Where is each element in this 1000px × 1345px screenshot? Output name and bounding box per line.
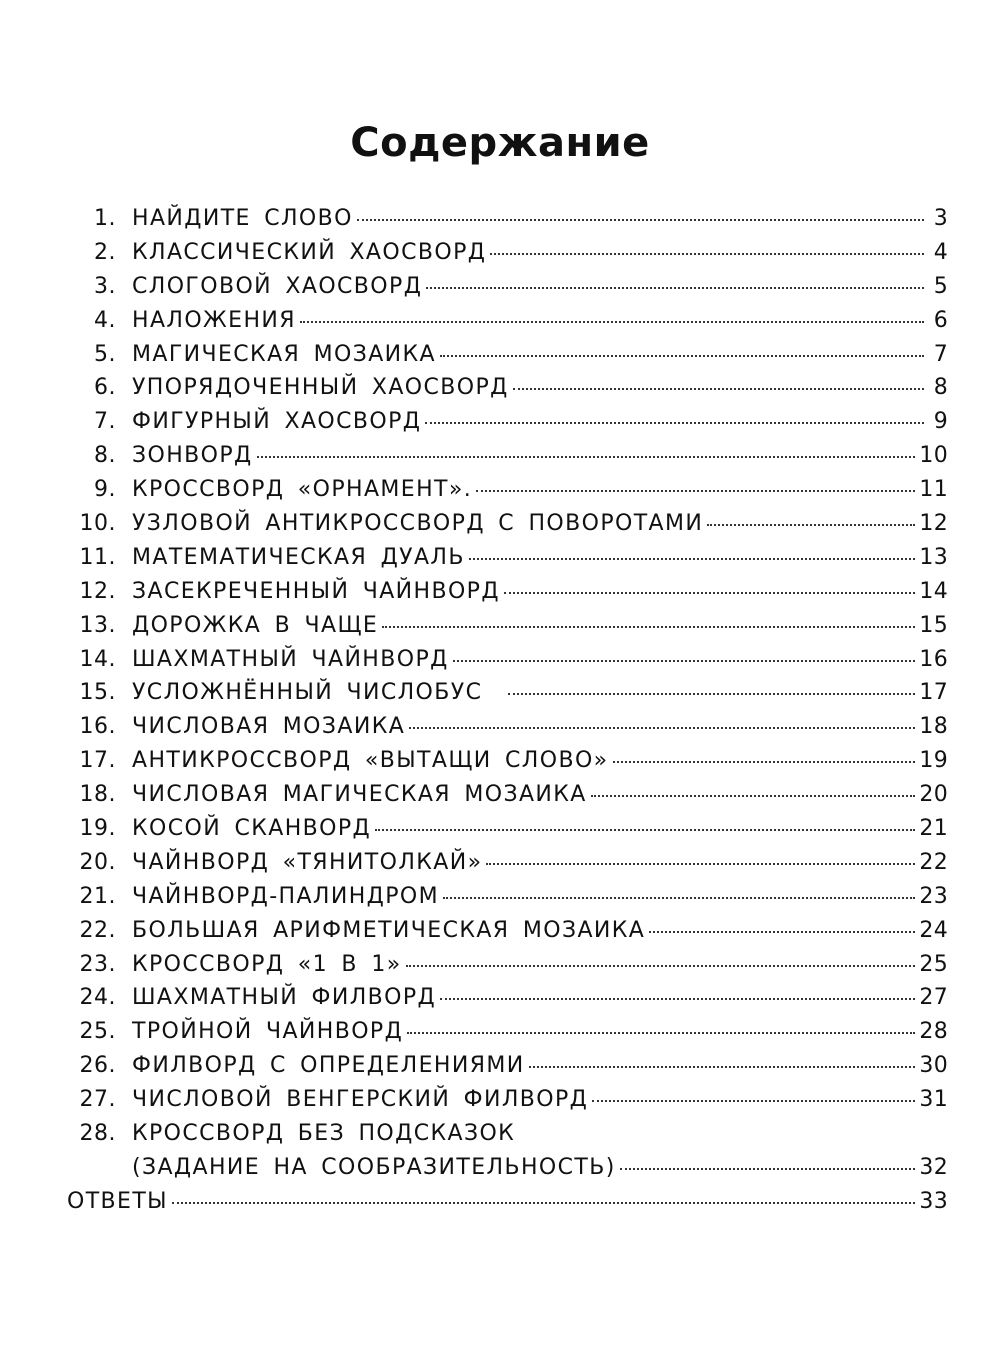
entry-number: 22. — [79, 917, 116, 943]
entry-title: БОЛЬШАЯ АРИФМЕТИЧЕСКАЯ МОЗАИКА — [132, 917, 646, 943]
dot-leader — [172, 1202, 915, 1204]
entry-title: КРОССВОРД «1 В 1» — [132, 951, 402, 977]
entry-number: 20. — [79, 849, 116, 875]
entry-page: 31 — [919, 1087, 948, 1113]
entry-number: 5. — [94, 341, 116, 367]
entry-title: ФИГУРНЫЙ ХАОСВОРД — [132, 409, 422, 435]
entry-page: 11 — [919, 477, 948, 503]
entry-number: 17. — [79, 748, 116, 774]
entry-number: 12. — [79, 578, 116, 604]
entry-title: АНТИКРОССВОРД «ВЫТАЩИ СЛОВО» — [132, 748, 609, 774]
toc-entry[interactable] — [64, 473, 948, 507]
dot-leader — [257, 456, 916, 458]
toc-entry[interactable] — [64, 981, 948, 1015]
entry-page: 5 — [933, 273, 948, 299]
entry-page: 15 — [919, 612, 948, 638]
entry-number: 28. — [79, 1121, 116, 1147]
toc-entry[interactable] — [64, 710, 948, 744]
entry-number: 15. — [79, 680, 116, 706]
entry-title: ДОРОЖКА В ЧАЩЕ — [132, 612, 379, 638]
entry-page: 14 — [919, 578, 948, 604]
toc-entry[interactable] — [64, 609, 948, 643]
entry-page: 30 — [919, 1053, 948, 1079]
entry-page: 16 — [919, 646, 948, 672]
entry-page: 3 — [933, 206, 948, 231]
toc-entry[interactable] — [64, 846, 948, 880]
entry-number: 10. — [79, 511, 116, 537]
dot-leader — [476, 490, 915, 492]
entry-page: 28 — [919, 1019, 948, 1045]
entry-title: СЛОГОВОЙ ХАОСВОРД — [132, 273, 423, 299]
entry-page: 20 — [919, 782, 948, 808]
dot-leader — [490, 253, 924, 255]
entry-number: 14. — [79, 646, 116, 672]
entry-title: УСЛОЖНЁННЫЙ ЧИСЛОБУС — [132, 680, 483, 706]
entry-page: 12 — [919, 511, 948, 537]
toc-entry[interactable] — [64, 1049, 948, 1083]
toc-entry[interactable] — [64, 1015, 948, 1049]
entry-title: ЧИСЛОВОЙ ВЕНГЕРСКИЙ ФИЛВОРД — [132, 1087, 589, 1113]
entry-page: 7 — [933, 341, 948, 367]
entry-title-line2: (ЗАДАНИЕ НА СООБРАЗИТЕЛЬНОСТЬ) — [132, 1154, 616, 1180]
entry-title: КЛАССИЧЕСКИЙ ХАОСВОРД — [132, 239, 487, 265]
entry-number: 21. — [79, 883, 116, 909]
entry-number: 9. — [94, 477, 116, 503]
page-title: Содержание — [350, 120, 650, 166]
dot-leader — [440, 998, 915, 1000]
dot-leader — [620, 1168, 916, 1170]
dot-leader — [591, 795, 916, 797]
entry-title-line1: КРОССВОРД БЕЗ ПОДСКАЗОК — [132, 1121, 516, 1147]
entry-title: ШАХМАТНЫЙ ЧАЙНВОРД — [132, 646, 449, 672]
entry-title: КРОССВОРД «ОРНАМЕНТ». — [132, 477, 473, 503]
entry-number: 3. — [94, 273, 116, 299]
entry-title: ЧАЙНВОРД-ПАЛИНДРОМ — [132, 883, 440, 909]
entry-number: 26. — [79, 1053, 116, 1079]
entry-title: МАТЕМАТИЧЕСКАЯ ДУАЛЬ — [132, 544, 465, 570]
entry-number: 1. — [94, 206, 116, 231]
dot-leader — [469, 558, 916, 560]
entry-title: ШАХМАТНЫЙ ФИЛВОРД — [132, 985, 437, 1011]
dot-leader — [440, 355, 924, 357]
dot-leader — [707, 524, 915, 526]
dot-leader — [375, 829, 915, 831]
entry-page: 23 — [919, 883, 948, 909]
dot-leader — [649, 931, 915, 933]
entry-page: 25 — [919, 951, 948, 977]
toc-entry[interactable] — [64, 304, 948, 338]
dot-leader — [382, 626, 915, 628]
entry-title: ЗАСЕКРЕЧЕННЫЙ ЧАЙНВОРД — [132, 578, 500, 604]
dot-leader — [486, 863, 915, 865]
toc-entry[interactable] — [64, 541, 948, 575]
dot-leader — [300, 321, 924, 323]
toc-entry-multiline[interactable] — [64, 1117, 948, 1151]
entry-page: 24 — [919, 917, 948, 943]
entry-title: ЧИСЛОВАЯ МАГИЧЕСКАЯ МОЗАИКА — [132, 782, 587, 808]
toc-entry[interactable] — [64, 575, 948, 609]
toc-entry[interactable] — [64, 778, 948, 812]
toc-entry[interactable] — [64, 338, 948, 372]
entry-number: 2. — [94, 239, 116, 265]
table-of-contents — [64, 202, 948, 1219]
dot-leader — [508, 693, 915, 695]
dot-leader — [357, 219, 924, 221]
answers-title: ОТВЕТЫ — [67, 1188, 168, 1214]
toc-entry[interactable] — [64, 744, 948, 778]
entry-title: УЗЛОВОЙ АНТИКРОССВОРД С ПОВОРОТАМИ — [132, 511, 704, 537]
toc-entry-continuation[interactable] — [64, 1151, 948, 1185]
toc-entry[interactable] — [64, 371, 948, 405]
entry-page: 8 — [933, 375, 948, 401]
entry-title: КОСОЙ СКАНВОРД — [132, 816, 372, 842]
dot-leader — [504, 592, 915, 594]
toc-entry[interactable] — [64, 812, 948, 846]
entry-number: 16. — [79, 714, 116, 740]
entry-page: 17 — [919, 680, 948, 706]
entry-title: МАГИЧЕСКАЯ МОЗАИКА — [132, 341, 436, 367]
entry-number: 8. — [94, 443, 116, 469]
entry-title: ЧАЙНВОРД «ТЯНИТОЛКАЙ» — [132, 849, 483, 875]
entry-title: НАЙДИТЕ СЛОВО — [132, 206, 353, 231]
dot-leader — [409, 727, 915, 729]
entry-title: ЧИСЛОВАЯ МОЗАИКА — [132, 714, 406, 740]
dot-leader — [513, 388, 924, 390]
entry-page: 18 — [919, 714, 948, 740]
dot-leader — [453, 660, 916, 662]
entry-number: 27. — [79, 1087, 116, 1113]
toc-entry[interactable] — [64, 880, 948, 914]
dot-leader — [407, 1032, 915, 1034]
toc-entry[interactable] — [64, 507, 948, 541]
toc-entry[interactable] — [64, 439, 948, 473]
dot-leader — [529, 1066, 916, 1068]
entry-number: 24. — [79, 985, 116, 1011]
entry-title: УПОРЯДОЧЕННЫЙ ХАОСВОРД — [132, 375, 509, 401]
entry-number: 13. — [79, 612, 116, 638]
dot-leader — [425, 422, 924, 424]
toc-entry[interactable] — [64, 236, 948, 270]
entry-title: ЗОНВОРД — [132, 443, 253, 469]
dot-leader — [406, 965, 916, 967]
entry-number: 6. — [94, 375, 116, 401]
entry-page: 22 — [919, 849, 948, 875]
entry-number: 7. — [94, 409, 116, 435]
entry-title: ФИЛВОРД С ОПРЕДЕЛЕНИЯМИ — [132, 1053, 525, 1079]
entry-page: 27 — [919, 985, 948, 1011]
entry-page: 13 — [919, 544, 948, 570]
entry-number: 4. — [94, 307, 116, 333]
entry-number: 23. — [79, 951, 116, 977]
dot-leader — [426, 287, 924, 289]
entry-page: 33 — [919, 1188, 948, 1214]
dot-leader — [443, 897, 915, 899]
entry-page: 10 — [919, 443, 948, 469]
entry-title: НАЛОЖЕНИЯ — [132, 307, 296, 333]
toc-entry[interactable] — [64, 948, 948, 982]
toc-entry[interactable] — [64, 676, 948, 710]
dot-leader — [592, 1100, 915, 1102]
entry-page: 4 — [933, 239, 948, 265]
entry-title: ТРОЙНОЙ ЧАЙНВОРД — [132, 1019, 404, 1045]
entry-number: 11. — [79, 544, 116, 570]
toc-entry[interactable] — [64, 1083, 948, 1117]
toc-entry[interactable] — [64, 202, 948, 236]
entry-page: 32 — [919, 1154, 948, 1180]
entry-page: 19 — [919, 748, 948, 774]
toc-entry[interactable] — [64, 643, 948, 677]
toc-entry[interactable] — [64, 405, 948, 439]
toc-entry[interactable] — [64, 914, 948, 948]
entry-page: 9 — [933, 409, 948, 435]
toc-entry[interactable] — [64, 270, 948, 304]
toc-entry-answers[interactable] — [64, 1185, 948, 1219]
entry-page: 6 — [933, 307, 948, 333]
entry-page: 21 — [919, 816, 948, 842]
entry-number: 18. — [79, 782, 116, 808]
entry-number: 25. — [79, 1019, 116, 1045]
entry-number: 19. — [79, 816, 116, 842]
dot-leader — [613, 761, 916, 763]
